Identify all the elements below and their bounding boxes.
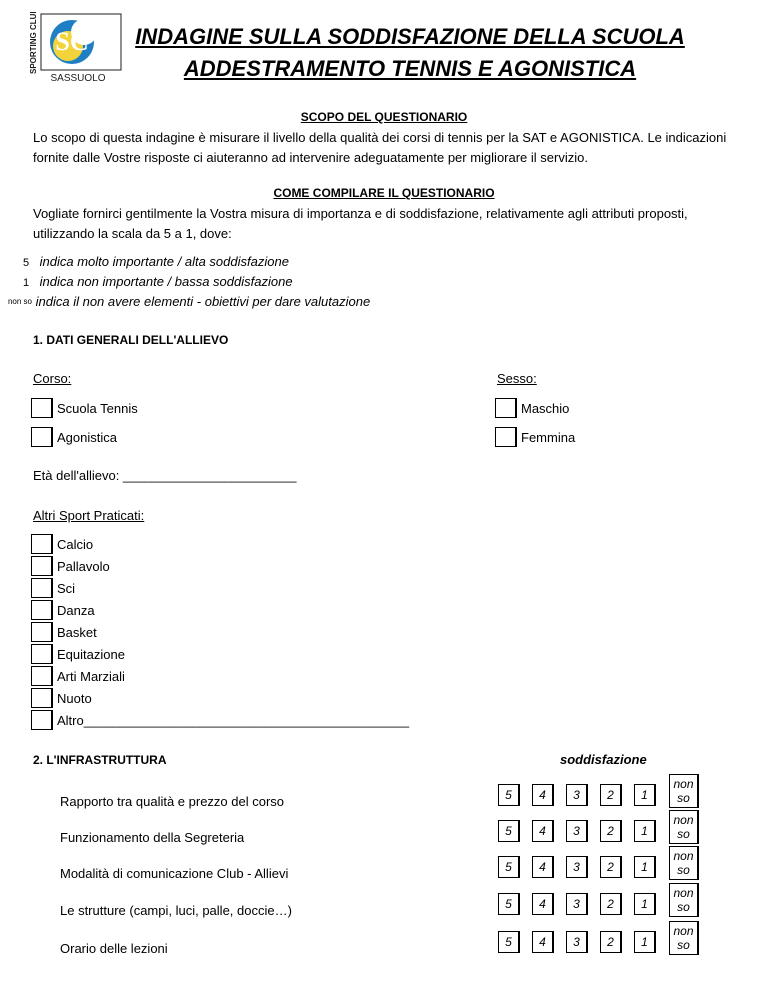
rating-option-non-so[interactable] xyxy=(669,921,699,955)
option-label: Scuola Tennis xyxy=(57,400,138,416)
rating-option-4[interactable]: 4 xyxy=(532,820,554,842)
rating-option-non-so[interactable] xyxy=(669,774,699,808)
rating-item-label: Modalità di comunicazione Club - Allievi xyxy=(60,866,289,881)
scopo-line-2: fornite dalle Vostre risposte ci aiuteranno ad intervenire adeguatamente per migliorare il servizio. xyxy=(33,150,588,165)
sport-item[interactable] xyxy=(31,665,409,687)
rating-option-4[interactable]: 4 xyxy=(532,893,554,915)
rating-option-1[interactable]: 1 xyxy=(634,893,656,915)
rating-option-5[interactable]: 5 xyxy=(498,820,520,842)
rating-option-1[interactable]: 1 xyxy=(634,856,656,878)
logo-side-text: SPORTING CLUB xyxy=(29,12,38,74)
rating-row xyxy=(0,924,768,967)
sport-label-text: Basket xyxy=(57,624,97,640)
corso-option-scuola-tennis[interactable] xyxy=(31,397,138,419)
sport-label-text: Altro_____________________________________________ xyxy=(57,712,410,728)
non-so-line-1: non xyxy=(673,849,694,863)
rating-option-4[interactable]: 4 xyxy=(532,856,554,878)
checkbox[interactable] xyxy=(31,600,53,620)
rating-option-5[interactable]: 5 xyxy=(498,931,520,953)
come-heading: COME COMPILARE IL QUESTIONARIO xyxy=(273,186,495,200)
rating-option-2[interactable]: 2 xyxy=(600,931,622,953)
rating-option-3[interactable]: 3 xyxy=(566,893,588,915)
rating-option-3[interactable]: 3 xyxy=(566,931,588,953)
sesso-option-femmina[interactable] xyxy=(495,426,575,448)
sport-item[interactable] xyxy=(31,621,409,643)
corso-option-agonistica[interactable] xyxy=(31,426,117,448)
sport-label-text: Equitazione xyxy=(57,646,125,662)
checkbox[interactable] xyxy=(31,644,53,664)
logo-monogram: SC xyxy=(55,27,89,56)
rating-item-label: Rapporto tra qualità e prezzo del corso xyxy=(60,794,285,809)
rating-option-2[interactable]: 2 xyxy=(600,820,622,842)
come-line-1: Vogliate fornirci gentilmente la Vostra misura di importanza e di soddisfazione, relativamente agli attributi proposti, xyxy=(33,206,688,221)
rating-option-1[interactable]: 1 xyxy=(634,931,656,953)
checkbox[interactable] xyxy=(495,398,517,418)
option-label: Agonistica xyxy=(57,429,117,445)
sport-list xyxy=(31,533,409,731)
checkbox[interactable] xyxy=(31,666,53,686)
sport-label-text: Danza xyxy=(57,602,95,618)
rating-row xyxy=(0,849,768,892)
rating-option-1[interactable]: 1 xyxy=(634,820,656,842)
sport-item[interactable] xyxy=(31,577,409,599)
eta-field[interactable]: Età dell'allievo: ________________________ xyxy=(33,468,297,483)
rating-option-non-so[interactable] xyxy=(669,883,699,917)
logo-bottom-text: SASSUOLO xyxy=(50,73,106,84)
checkbox[interactable] xyxy=(31,622,53,642)
non-so-line-2: so xyxy=(677,900,690,914)
scale-text: indica il non avere elementi - obiettivi per dare valutazione xyxy=(35,294,371,309)
sport-label-text: Arti Marziali xyxy=(57,668,125,684)
rating-row xyxy=(0,886,768,929)
rating-option-non-so[interactable] xyxy=(669,810,699,844)
sport-item[interactable] xyxy=(31,687,409,709)
scale-num: 5 xyxy=(22,257,30,269)
checkbox[interactable] xyxy=(31,534,53,554)
sport-label-text: Nuoto xyxy=(57,690,92,706)
scopo-line-1: Lo scopo di questa indagine è misurare il livello della qualità dei corsi di tennis per la SAT e AGONISTICA. Le indicazioni xyxy=(33,130,727,145)
rating-option-3[interactable]: 3 xyxy=(566,784,588,806)
sport-item[interactable] xyxy=(31,643,409,665)
sesso-label: Sesso: xyxy=(497,371,537,386)
section-1-heading: 1. DATI GENERALI DELL'ALLIEVO xyxy=(33,333,229,347)
checkbox[interactable] xyxy=(31,578,53,598)
rating-option-5[interactable]: 5 xyxy=(498,893,520,915)
non-so-line-2: so xyxy=(677,863,690,877)
rating-option-2[interactable]: 2 xyxy=(600,893,622,915)
soddisfazione-header: soddisfazione xyxy=(560,752,647,767)
rating-option-4[interactable]: 4 xyxy=(532,931,554,953)
rating-option-3[interactable]: 3 xyxy=(566,820,588,842)
rating-option-4[interactable]: 4 xyxy=(532,784,554,806)
checkbox[interactable] xyxy=(31,556,53,576)
sport-label-text: Sci xyxy=(57,580,76,596)
come-line-2: utilizzando la scala da 5 a 1, dove: xyxy=(33,226,232,241)
sport-label-text: Calcio xyxy=(57,536,94,552)
checkbox[interactable] xyxy=(495,427,517,447)
non-so-line-2: so xyxy=(677,827,690,841)
scopo-heading: SCOPO DEL QUESTIONARIO xyxy=(300,110,468,124)
scale-text: indica non importante / bassa soddisfazione xyxy=(39,274,293,289)
non-so-line-1: non xyxy=(673,924,694,938)
rating-option-3[interactable]: 3 xyxy=(566,856,588,878)
rating-option-2[interactable]: 2 xyxy=(600,784,622,806)
non-so-line-1: non xyxy=(673,777,694,791)
sport-label: Altri Sport Praticati: xyxy=(33,508,145,523)
scale-row-nonso xyxy=(4,294,370,309)
sport-item[interactable] xyxy=(31,533,409,555)
rating-row xyxy=(0,777,768,820)
checkbox[interactable] xyxy=(31,398,53,418)
option-label: Femmina xyxy=(521,429,576,445)
scale-num: non so xyxy=(7,297,32,306)
checkbox[interactable] xyxy=(31,710,53,730)
rating-option-2[interactable]: 2 xyxy=(600,856,622,878)
option-label: Maschio xyxy=(521,400,570,416)
scale-text: indica molto importante / alta soddisfazione xyxy=(39,254,289,269)
scale-num: 1 xyxy=(22,277,30,289)
sport-label-text: Pallavolo xyxy=(57,558,110,574)
non-so-line-1: non xyxy=(673,886,694,900)
rating-option-1[interactable]: 1 xyxy=(634,784,656,806)
checkbox[interactable] xyxy=(31,427,53,447)
title-line-1: INDAGINE SULLA SODDISFAZIONE DELLA SCUOLA xyxy=(135,24,685,49)
rating-item-label: Orario delle lezioni xyxy=(60,941,168,956)
non-so-line-2: so xyxy=(677,791,690,805)
scale-row-5 xyxy=(16,254,289,269)
checkbox[interactable] xyxy=(31,688,53,708)
rating-row xyxy=(0,813,768,856)
sesso-option-maschio[interactable] xyxy=(495,397,569,419)
rating-option-5[interactable]: 5 xyxy=(498,784,520,806)
rating-item-label: Le strutture (campi, luci, palle, doccie…) xyxy=(60,903,292,918)
sport-item[interactable] xyxy=(31,599,409,621)
section-2-heading: 2. L'INFRASTRUTTURA xyxy=(33,753,167,767)
rating-option-non-so[interactable] xyxy=(669,846,699,880)
sport-item[interactable] xyxy=(31,709,409,731)
rating-item-label: Funzionamento della Segreteria xyxy=(60,830,245,845)
scale-row-1 xyxy=(16,274,293,289)
non-so-line-2: so xyxy=(677,938,690,952)
sport-item[interactable] xyxy=(31,555,409,577)
non-so-line-1: non xyxy=(673,813,694,827)
rating-option-5[interactable]: 5 xyxy=(498,856,520,878)
title-line-2: ADDESTRAMENTO TENNIS E AGONISTICA xyxy=(183,56,637,81)
corso-label: Corso: xyxy=(33,371,72,386)
